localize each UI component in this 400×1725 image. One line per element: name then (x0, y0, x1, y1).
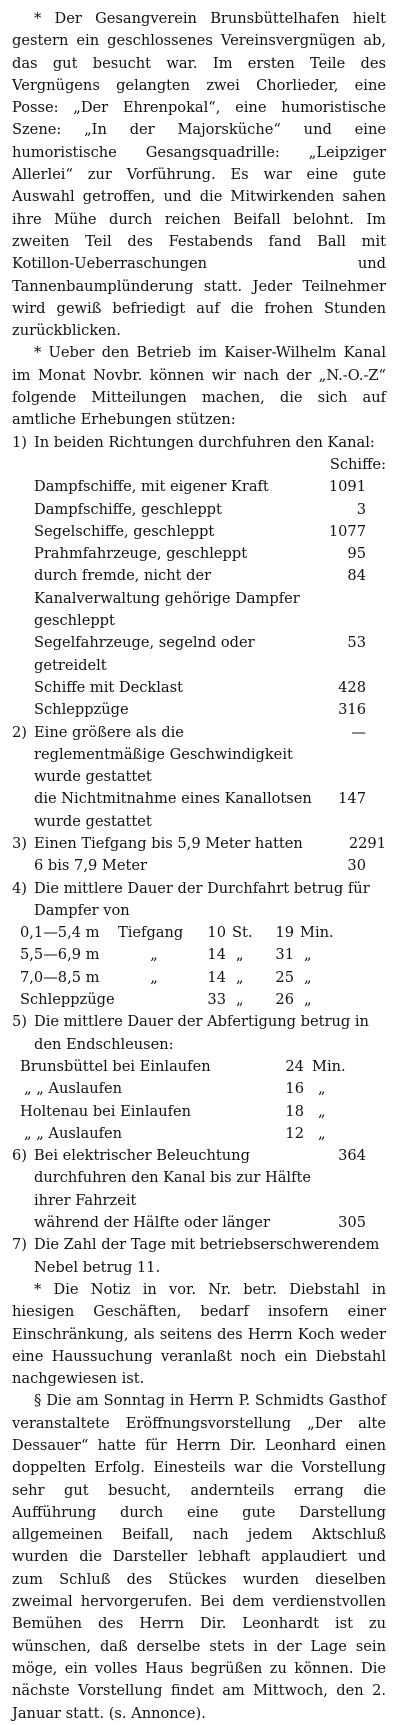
kanal-section-3 (12, 833, 386, 878)
article-diebstahl: * Die Notiz in vor. Nr. betr. Diebstahl in hiesigen Geschäften, bedarf insofern einer Einschränkung, als seitens des Herrn Koch weder eine Haussuchung veranlaßt noch ein Diebstahl nachgewiesen ist. (12, 1280, 386, 1388)
section-number: 5) (12, 1013, 27, 1031)
section-number: 2) (12, 723, 27, 741)
article-theater: § Die am Sonntag in Herrn P. Schmidts Gasthof veranstaltete Eröffnungsvorstellung „Der alte Dessauer“ hatte für Herrn Dir. Leonhard einen doppelten Erfolg. Einesteils war die Vorstellung sehr gut besucht, andernteils errang die Aufführung durch eine gute Darstellung allgemeinen Beifall, nach jedem Aktschluß wurden die Darsteller lebhaft applaudiert und zum Schluß des Stückes wurden dieselben zweimal hervorgerufen. Bei dem verdienstvollen Bemühen des Herrn Dir. Leonhardt ist zu wünschen, daß derselbe stets in der Lage sein möge, ein volles Haus begrüßen zu können. Die nächste Vorstellung findet am Mittwoch, den 2. Januar statt. (s. Annonce). (12, 1392, 386, 1722)
section-heading: In beiden Richtungen durchfuhren den Kanal: (34, 433, 375, 451)
table-row: während der Hälfte oder länger 305 (34, 1214, 366, 1232)
kanal-section-2 (12, 722, 386, 833)
table-row: Bei elektrischer Beleuchtung durchfuhren den Kanal bis zur Hälfte ihrer Fahrzeit 364 (34, 1147, 366, 1209)
kanal-section-1 (12, 432, 386, 722)
kanal-section-5 (12, 1011, 386, 1056)
table-row: Prahmfahrzeuge, geschleppt 95 (34, 545, 366, 563)
kanal-section-7: 7) Die Zahl der Tage mit betriebserschwerendem Nebel betrug 11. (12, 1234, 386, 1279)
section-number: 4) (12, 879, 27, 897)
section-number: 3) (12, 834, 27, 852)
table-row: durch fremde, nicht der Kanalverwaltung gehörige Dampfer geschleppt 84 (34, 567, 366, 630)
table-row: Einen Tiefgang bis 5,9 Meter hatten 2291 (34, 834, 386, 852)
kanal-section-6 (12, 1145, 386, 1234)
table-row: Schleppzüge 316 (34, 701, 366, 719)
section-number: 1) (12, 433, 27, 451)
table-row: Dampfschiffe, geschleppt 3 (34, 500, 366, 518)
clearance-table: Brunsbüttel bei Einlaufen 24 Min. „ „ Auslaufen 16 „ Holtenau bei Einlaufen 18 „ „ „ Auslaufen 12 „ (20, 1057, 346, 1142)
table-row: Eine größere als die reglementmäßige Geschwindigkeit wurde gestattet — (34, 723, 366, 786)
article-kanal-intro: * Ueber den Betrieb im Kaiser-Wilhelm Kanal im Monat Novbr. können wir nach der „N.-O.-Z“ folgende Mitteilungen machen, die sich auf amtliche Erhebungen stützen: (12, 344, 386, 429)
table-row: 6 bis 7,9 Meter 30 (34, 857, 366, 875)
duration-table: 0,1—5,4 m Tiefgang 10 St. 19 Min. 5,5—6,9 m „ 14 „ 31 „ 7,0—8,5 m „ 14 „ 25 „ Schleppzüge 33 „ 26 „ (20, 924, 334, 1009)
article-gesangverein: * Der Gesangverein Brunsbüttelhafen hielt gestern ein geschlossenes Vereinsvergnügen ab, das gut besucht war. Im ersten Teile des Vergnügens gelangten zwei Chorlieder, eine Posse: „Der Ehrenpokal“, eine humoristische Szene: „In der Majorsküche“ und eine humoristische Gesangsquadrille: „Leipziger Allerlei“ zur Vorführung. Es war eine gute Auswahl getroffen, und die Mitwirkenden sahen ihre Mühe durch reichen Beifall belohnt. Im zweiten Teil des Festabends fand Ball mit Kotillon-Ueberraschungen und Tannenbaumplünderung statt. Jeder Teilnehmer wird gewiß befriedigt auf die frohen Stunden zurückblicken. (12, 10, 386, 340)
table-row: die Nichtmitnahme eines Kanallotsen wurde gestattet 147 (34, 790, 366, 830)
table-row: Schiffe mit Decklast 428 (34, 678, 366, 696)
section-heading: Die mittlere Dauer der Abfertigung betrug in den Endschleusen: (34, 1013, 369, 1053)
table-row: Dampfschiffe, mit eigener Kraft 1091 (34, 478, 366, 496)
unit-label: Schiffe: (329, 455, 386, 473)
table-row: Segelfahrzeuge, segelnd oder getreidelt 53 (34, 634, 366, 674)
kanal-section-4 (12, 878, 386, 923)
section-number: 7) (12, 1236, 27, 1254)
section-number: 6) (12, 1147, 27, 1165)
section-heading: Die mittlere Dauer der Durchfahrt betrug für Dampfer von (34, 879, 370, 919)
table-row: Segelschiffe, geschleppt 1077 (34, 522, 366, 540)
